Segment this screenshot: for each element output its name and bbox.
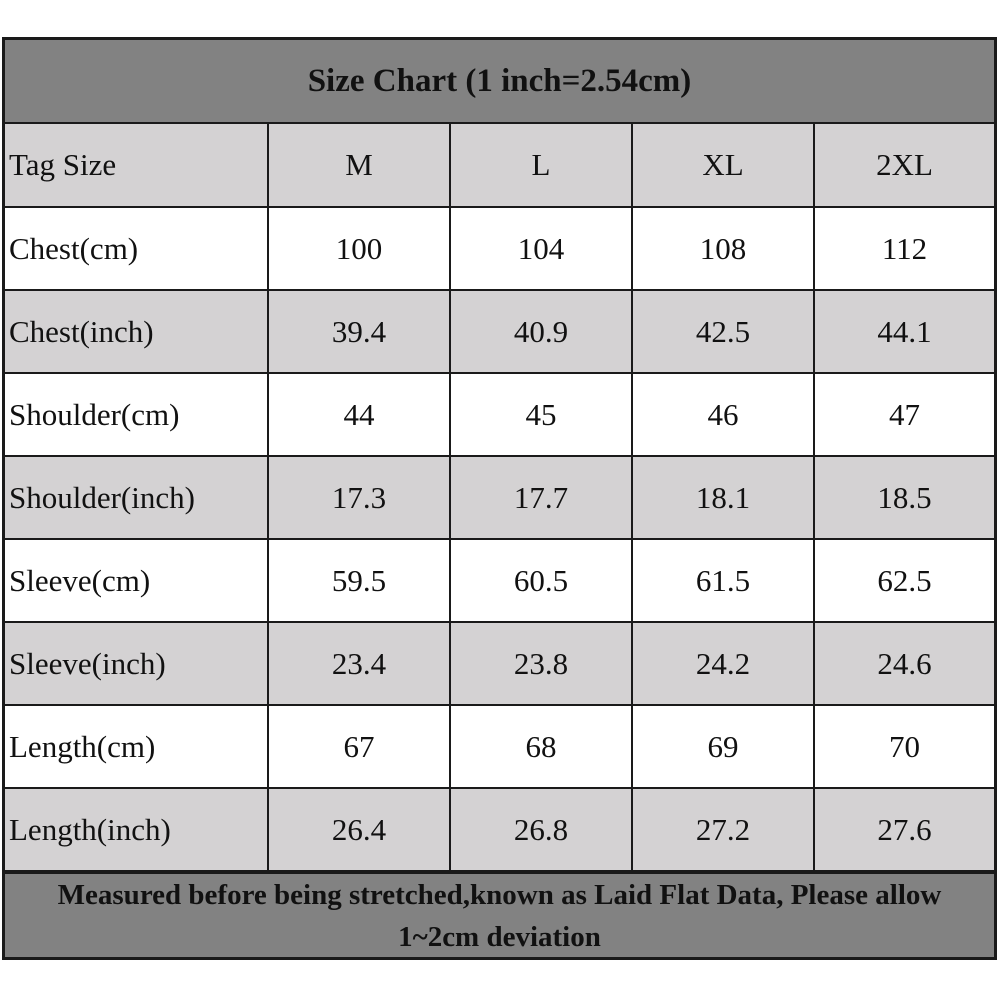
- table-cell: 27.2: [632, 788, 814, 871]
- row-label: Chest(cm): [5, 207, 268, 290]
- table-cell: 18.5: [814, 456, 994, 539]
- table-cell: 17.3: [268, 456, 450, 539]
- table-row: [5, 456, 994, 539]
- table-row: [5, 373, 994, 456]
- header-label: Tag Size: [5, 124, 268, 207]
- row-label: Shoulder(cm): [5, 373, 268, 456]
- table-cell: 60.5: [450, 539, 632, 622]
- table-cell: 46: [632, 373, 814, 456]
- table-row: [5, 290, 994, 373]
- size-chart: [2, 37, 997, 960]
- table-cell: 62.5: [814, 539, 994, 622]
- table-cell: 17.7: [450, 456, 632, 539]
- row-label: Sleeve(inch): [5, 622, 268, 705]
- table-cell: 44: [268, 373, 450, 456]
- table-cell: 70: [814, 705, 994, 788]
- table-cell: 27.6: [814, 788, 994, 871]
- chart-title: Size Chart (1 inch=2.54cm): [5, 40, 994, 124]
- table-row: [5, 539, 994, 622]
- row-label: Sleeve(cm): [5, 539, 268, 622]
- row-label: Shoulder(inch): [5, 456, 268, 539]
- table-cell: 108: [632, 207, 814, 290]
- table-cell: 67: [268, 705, 450, 788]
- table-cell: 23.8: [450, 622, 632, 705]
- table-cell: 61.5: [632, 539, 814, 622]
- table-cell: 112: [814, 207, 994, 290]
- table-cell: 40.9: [450, 290, 632, 373]
- header-row: [5, 124, 994, 207]
- table-cell: 18.1: [632, 456, 814, 539]
- table-cell: 100: [268, 207, 450, 290]
- table-cell: 23.4: [268, 622, 450, 705]
- table-cell: 69: [632, 705, 814, 788]
- table-cell: 59.5: [268, 539, 450, 622]
- table-row: [5, 207, 994, 290]
- table-cell: 47: [814, 373, 994, 456]
- table-cell: 24.6: [814, 622, 994, 705]
- table-row: [5, 622, 994, 705]
- row-label: Length(cm): [5, 705, 268, 788]
- size-header-xl: XL: [632, 124, 814, 207]
- table-cell: 44.1: [814, 290, 994, 373]
- table-cell: 104: [450, 207, 632, 290]
- table-cell: 26.8: [450, 788, 632, 871]
- table-row: [5, 705, 994, 788]
- size-header-l: L: [450, 124, 632, 207]
- table-cell: 39.4: [268, 290, 450, 373]
- table-cell: 42.5: [632, 290, 814, 373]
- size-table: [5, 124, 994, 872]
- row-label: Length(inch): [5, 788, 268, 871]
- table-cell: 24.2: [632, 622, 814, 705]
- table-cell: 45: [450, 373, 632, 456]
- table-row: [5, 788, 994, 871]
- size-header-m: M: [268, 124, 450, 207]
- row-label: Chest(inch): [5, 290, 268, 373]
- table-cell: 68: [450, 705, 632, 788]
- table-cell: 26.4: [268, 788, 450, 871]
- size-header-2xl: 2XL: [814, 124, 994, 207]
- measurement-note: Measured before being stretched,known as Laid Flat Data, Please allow 1~2cm deviation: [5, 872, 994, 957]
